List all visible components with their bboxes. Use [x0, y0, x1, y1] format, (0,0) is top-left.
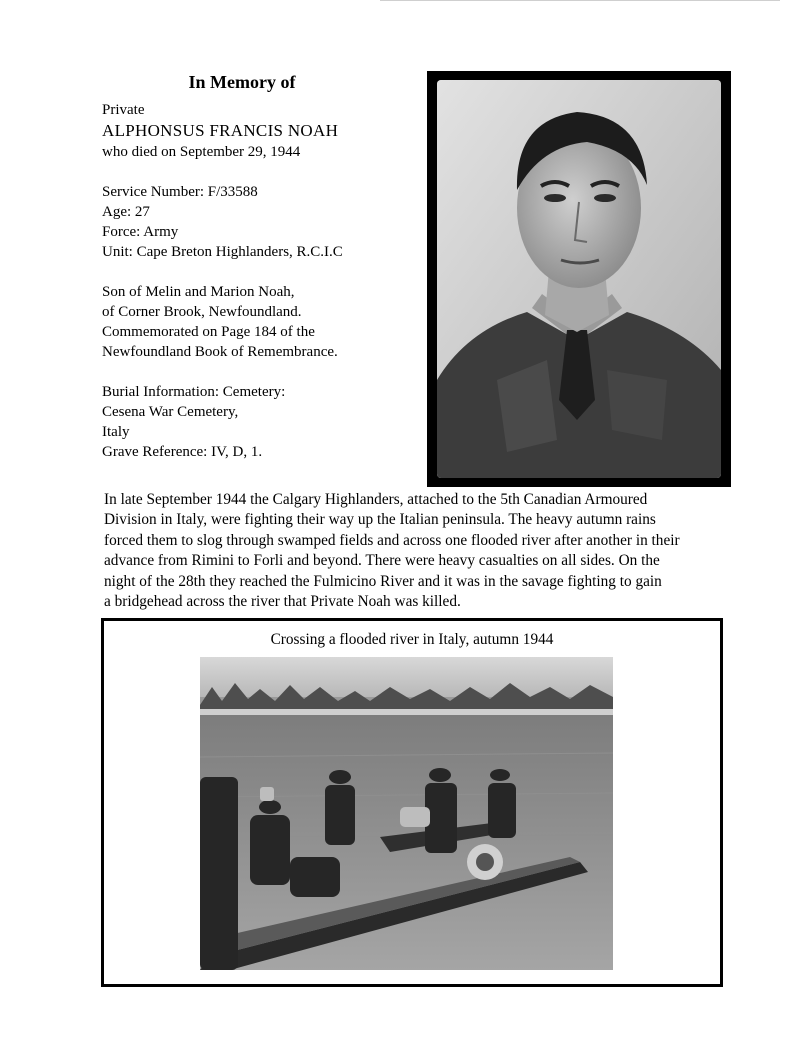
portrait-frame: [427, 71, 731, 487]
soldier-portrait: [437, 80, 721, 478]
burial-line: Italy: [102, 424, 130, 440]
story-line: night of the 28th they reached the Fulmicino River and it was in the savage fighting to gain: [104, 572, 662, 590]
top-rule: [380, 0, 780, 1]
river-photo-image: [200, 657, 613, 970]
story-line: forced them to slog through swamped fields and across one flooded river after another in their: [104, 531, 680, 549]
page-title: In Memory of: [188, 72, 296, 92]
photo-caption: Crossing a flooded river in Italy, autumn 1944: [270, 631, 554, 648]
story-line: Division in Italy, were fighting their way up the Italian peninsula. The heavy autumn rains: [104, 511, 656, 529]
unit-text: Unit: Cape Breton Highlanders, R.C.I.C: [102, 244, 343, 260]
rank-text: Private: [102, 102, 145, 118]
service-info: [102, 100, 422, 462]
age-text: Age: 27: [102, 204, 150, 220]
family-line: Commemorated on Page 184 of the: [102, 324, 315, 340]
family-line: Newfoundland Book of Remembrance.: [102, 344, 338, 360]
death-date: who died on September 29, 1944: [102, 144, 301, 160]
burial-line: Burial Information: Cemetery:: [102, 384, 286, 400]
river-crossing-photo: [200, 657, 613, 970]
service-number: Service Number: F/33588: [102, 184, 258, 200]
portrait-image: [437, 80, 721, 478]
force-text: Force: Army: [102, 224, 179, 240]
story-line: a bridgehead across the river that Private Noah was killed.: [104, 593, 461, 611]
story-line: In late September 1944 the Calgary Highlanders, attached to the 5th Canadian Armoured: [104, 491, 648, 508]
family-line: Son of Melin and Marion Noah,: [102, 284, 295, 300]
story-paragraph: [104, 490, 744, 612]
family-line: of Corner Brook, Newfoundland.: [102, 304, 302, 320]
story-line: advance from Rimini to Forli and beyond. There were heavy casualties on all sides. On the: [104, 552, 660, 570]
photo-box: [101, 618, 723, 987]
soldier-name: ALPHONSUS FRANCIS NOAH: [102, 121, 339, 140]
burial-line: Grave Reference: IV, D, 1.: [102, 444, 263, 460]
burial-line: Cesena War Cemetery,: [102, 404, 239, 420]
